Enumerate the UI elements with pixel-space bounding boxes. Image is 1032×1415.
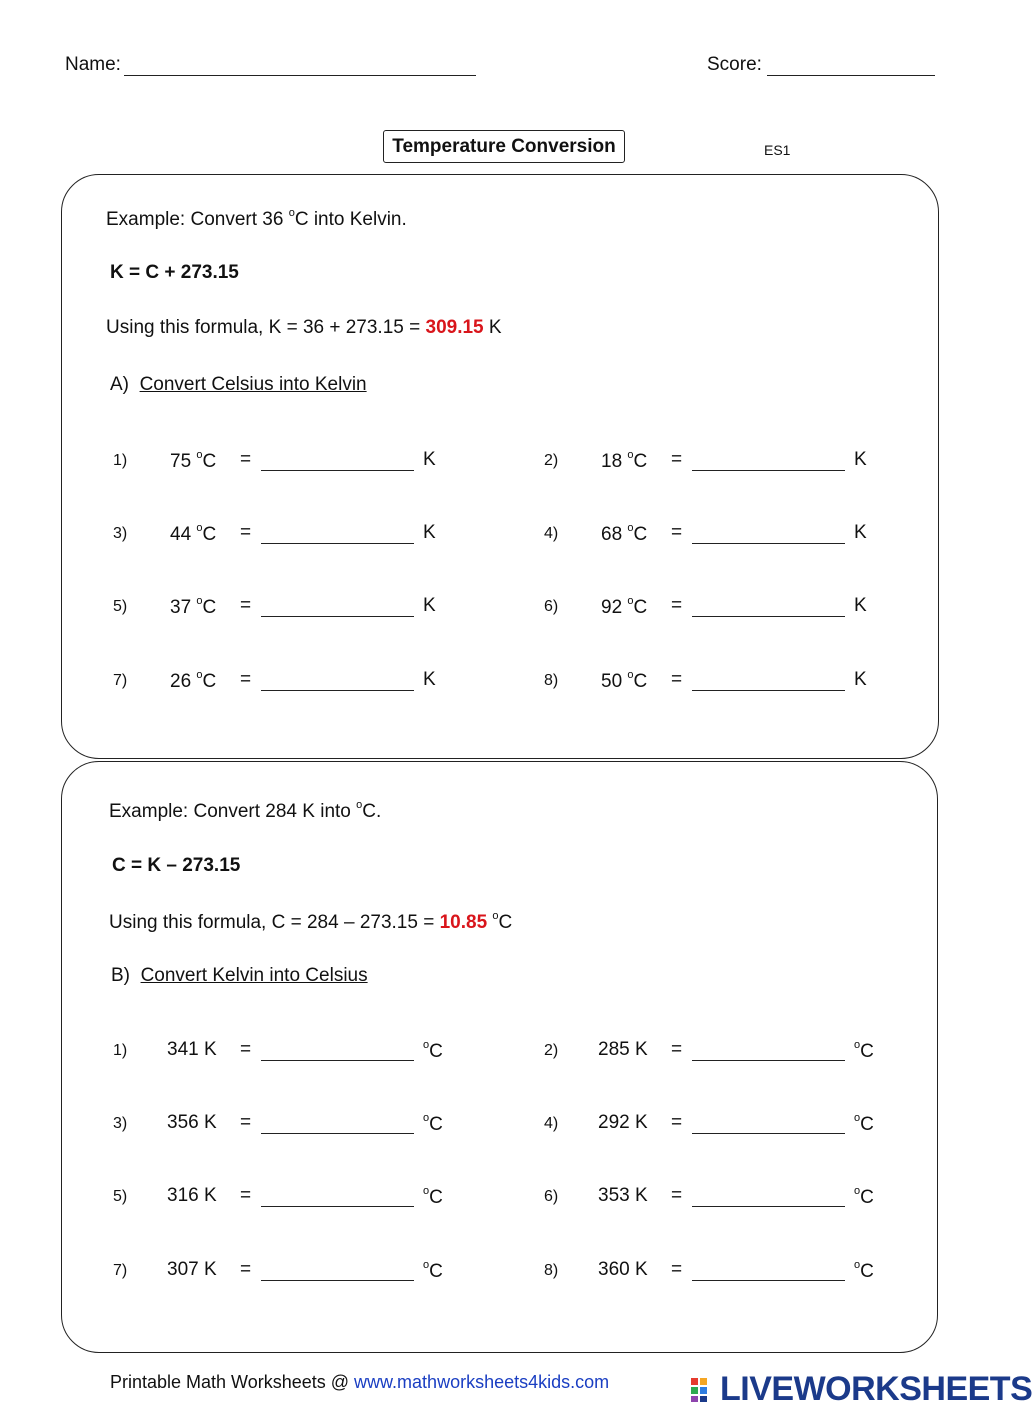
section-b-using: Using this formula, C = 284 – 273.15 = 10.85 $^o$C: [109, 910, 513, 933]
answer-input[interactable]: [692, 1111, 845, 1134]
problem-number: 2): [544, 452, 559, 469]
problem-value: 75 $^o$C: [170, 449, 217, 472]
footer-link[interactable]: www.mathworksheets4kids.com: [354, 1372, 610, 1392]
answer-unit: $^o$C: [423, 1112, 443, 1135]
answer-input[interactable]: [261, 668, 414, 691]
answer-unit: K: [854, 595, 867, 616]
page-title: Temperature Conversion: [383, 130, 625, 163]
problem-value: 44 $^o$C: [170, 522, 217, 545]
problem-value: 68 $^o$C: [601, 522, 648, 545]
answer-unit: $^o$C: [854, 1039, 874, 1062]
answer-unit: $^o$C: [423, 1185, 443, 1208]
answer-input[interactable]: [261, 1184, 414, 1207]
problem-number: 8): [544, 672, 559, 689]
problem-value: 353 K: [598, 1185, 648, 1206]
problem-number: 3): [113, 525, 128, 542]
problem-value: 285 K: [598, 1039, 648, 1060]
answer-input[interactable]: [692, 594, 845, 617]
problem-number: 1): [113, 1042, 128, 1059]
problem-number: 7): [113, 1262, 128, 1279]
section-a-heading: A) Convert Celsius into Kelvin: [110, 374, 367, 395]
section-b-example: Example: Convert 284 K into $^o$C.: [109, 799, 382, 822]
answer-unit: $^o$C: [854, 1185, 874, 1208]
answer-input[interactable]: [692, 448, 845, 471]
problem-value: 18 $^o$C: [601, 449, 648, 472]
answer-input[interactable]: [261, 1111, 414, 1134]
problem-number: 5): [113, 1188, 128, 1205]
equals-sign: =: [671, 449, 683, 470]
name-input[interactable]: [124, 53, 476, 76]
problem-number: 6): [544, 1188, 559, 1205]
equals-sign: =: [240, 1185, 252, 1206]
section-a-example: Example: Convert 36 $^o$C into Kelvin.: [106, 207, 407, 230]
equals-sign: =: [671, 1259, 683, 1280]
answer-unit: $^o$C: [854, 1112, 874, 1135]
problem-value: 37 $^o$C: [170, 595, 217, 618]
name-row: [65, 54, 121, 76]
answer-unit: K: [423, 449, 436, 470]
section-a-result: 309.15: [425, 317, 484, 338]
section-b-result: 10.85: [439, 912, 488, 933]
liveworksheets-logo: [690, 1370, 1032, 1409]
section-a-using: Using this formula, K = 36 + 273.15 = 309.15 K: [106, 317, 502, 338]
answer-unit: $^o$C: [423, 1039, 443, 1062]
equals-sign: =: [240, 669, 252, 690]
answer-unit: K: [423, 522, 436, 543]
equals-sign: =: [240, 449, 252, 470]
footer-credit: Printable Math Worksheets @ www.mathworksheets4kids.com: [110, 1372, 610, 1392]
problem-value: 307 K: [167, 1259, 217, 1280]
section-b-heading: B) Convert Kelvin into Celsius: [111, 965, 368, 986]
problem-number: 8): [544, 1262, 559, 1279]
problem-value: 292 K: [598, 1112, 648, 1133]
name-label: Name:: [65, 54, 121, 75]
equals-sign: =: [671, 1112, 683, 1133]
answer-unit: $^o$C: [423, 1259, 443, 1282]
section-a-formula: K = C + 273.15: [110, 262, 239, 283]
answer-input[interactable]: [692, 1184, 845, 1207]
equals-sign: =: [240, 1112, 252, 1133]
answer-unit: K: [423, 669, 436, 690]
score-row: [707, 54, 762, 76]
equals-sign: =: [671, 1039, 683, 1060]
answer-unit: K: [854, 669, 867, 690]
liveworksheets-brand: LIVEWORKSHEETS: [720, 1370, 1032, 1408]
equals-sign: =: [240, 1039, 252, 1060]
score-label: Score:: [707, 54, 762, 75]
problem-value: 26 $^o$C: [170, 669, 217, 692]
problem-number: 6): [544, 598, 559, 615]
answer-input[interactable]: [261, 1258, 414, 1281]
problem-value: 316 K: [167, 1185, 217, 1206]
answer-input[interactable]: [692, 668, 845, 691]
equals-sign: =: [240, 1259, 252, 1280]
answer-input[interactable]: [261, 521, 414, 544]
equals-sign: =: [671, 522, 683, 543]
problem-value: 360 K: [598, 1259, 648, 1280]
answer-input[interactable]: [692, 1038, 845, 1061]
problem-number: 1): [113, 452, 128, 469]
problem-number: 4): [544, 1115, 559, 1132]
answer-input[interactable]: [261, 1038, 414, 1061]
liveworksheets-icon: [690, 1377, 716, 1403]
section-b-formula: C = K – 273.15: [112, 855, 241, 876]
answer-input[interactable]: [692, 521, 845, 544]
equals-sign: =: [671, 669, 683, 690]
answer-unit: K: [854, 522, 867, 543]
equals-sign: =: [240, 522, 252, 543]
problem-number: 5): [113, 598, 128, 615]
equals-sign: =: [240, 595, 252, 616]
answer-input[interactable]: [692, 1258, 845, 1281]
answer-input[interactable]: [261, 448, 414, 471]
problem-number: 4): [544, 525, 559, 542]
answer-unit: K: [854, 449, 867, 470]
score-input[interactable]: [767, 53, 935, 76]
problem-number: 2): [544, 1042, 559, 1059]
worksheet-code: ES1: [764, 142, 791, 158]
equals-sign: =: [671, 1185, 683, 1206]
equals-sign: =: [671, 595, 683, 616]
problem-value: 50 $^o$C: [601, 669, 648, 692]
problem-value: 341 K: [167, 1039, 217, 1060]
problem-value: 92 $^o$C: [601, 595, 648, 618]
problem-number: 3): [113, 1115, 128, 1132]
problem-value: 356 K: [167, 1112, 217, 1133]
answer-unit: $^o$C: [854, 1259, 874, 1282]
answer-unit: K: [423, 595, 436, 616]
problem-number: 7): [113, 672, 128, 689]
answer-input[interactable]: [261, 594, 414, 617]
